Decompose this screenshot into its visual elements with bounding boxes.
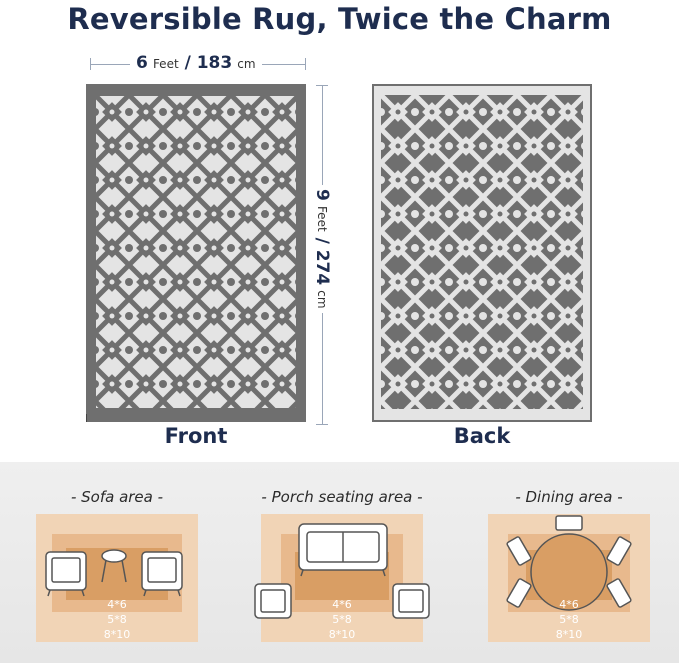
armchair-right-icon (393, 584, 429, 618)
length-label: 9 Feet / 274 cm (314, 185, 332, 313)
rug-back-image (372, 84, 592, 422)
armchair-left-icon (255, 584, 291, 618)
dining-area-title: - Dining area - (515, 488, 623, 506)
size-4x6-label: 4*6 (332, 598, 352, 611)
sofa-area-diagram (32, 514, 202, 644)
dining-area-diagram (484, 514, 654, 644)
sofa-icon (299, 524, 387, 576)
porch-area-title: - Porch seating area - (261, 488, 423, 506)
size-8x10-label: 8*10 (103, 628, 131, 641)
rug-front-label: Front (164, 424, 228, 448)
size-5x8-label: 5*8 (332, 613, 352, 626)
porch-area-panel (247, 488, 437, 653)
chair-top-icon (556, 516, 582, 530)
sofa-area-panel (32, 488, 202, 653)
size-8x10-label: 8*10 (328, 628, 356, 641)
armchair-right-icon (142, 552, 182, 596)
length-dimension (312, 85, 332, 425)
sofa-area-title: - Sofa area - (70, 488, 164, 506)
rug-front-image (86, 84, 306, 422)
size-5x8-label: 5*8 (107, 613, 127, 626)
armchair-left-icon (46, 552, 86, 596)
width-label: 6 Feet / 183 cm (130, 53, 262, 73)
dining-area-panel (484, 488, 654, 653)
width-dimension (90, 53, 306, 73)
size-8x10-label: 8*10 (555, 628, 583, 641)
size-4x6-label: 4*6 (107, 598, 127, 611)
rug-back-label: Back (453, 424, 511, 448)
size-4x6-label: 4*6 (559, 598, 579, 611)
size-5x8-label: 5*8 (559, 613, 579, 626)
porch-area-diagram (247, 514, 437, 644)
page-title: Reversible Rug, Twice the Charm (67, 2, 612, 36)
